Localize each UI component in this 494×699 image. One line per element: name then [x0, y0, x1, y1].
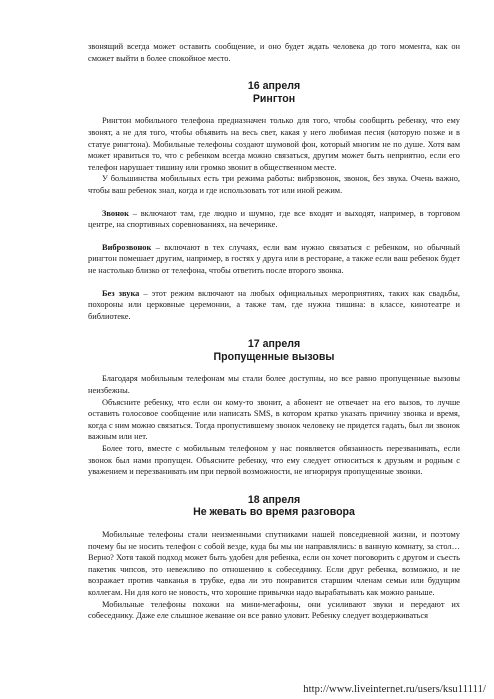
spacer	[88, 231, 460, 242]
term-text: – этот режим включают на любых официальных мероприятиях, таких как свадьбы, похороны или церковные церемонии, а также там, где нужна тишина: в классе, кинотеатре и библиотеке.	[88, 288, 461, 321]
paragraph: У большинства мобильных есть три режима работы: вибрзвонок, звонок, без звука. Очень важно, чтобы ваш ребенок знал, когда и где использовать тот или иной режим.	[88, 174, 460, 195]
section-heading-chewing	[88, 494, 460, 519]
spacer	[88, 277, 460, 288]
section-title: Рингтон	[252, 92, 296, 105]
intro-paragraph: звонящий всегда может оставить сообщение, и оно будет ждать человека до того момента, как он сможет выйти в более спокойное место.	[88, 42, 460, 63]
paragraph: Мобильные телефоны похожи на мини-мегафоны, они усиливают звуки и передают их собеседнику. Даже еле слышное жевание он все равно уловит. Ребенку следует воздерживаться	[88, 599, 460, 621]
section-title: Пропущенные вызовы	[213, 350, 335, 363]
paragraph: Рингтон мобильного телефона предназначен только для того, чтобы сообщить ребенку, что ему звонят, а не для того, чтобы объявить на весь свет, какая у него любимая песня (которую позже и в статуе рингтона). Мобильные телефоны создают шумовой фон, который многим не по душе. Хотя вам может нравиться то, что с ребенком всегда можно связаться, другим может быть неприятно, если его телефон нарушает тишину или громко звонит в общественном месте.	[88, 116, 460, 172]
term-text: – включают там, где людно и шумно, где все входят и выходят, например, в торговом центре, на спортивных соревнованиях, на вечеринке.	[88, 208, 460, 230]
paragraph-term	[88, 208, 460, 231]
paragraph: Мобильные телефоны стали неизменными спутниками нашей повседневной жизни, и поэтому почему бы не носить телефон с собой везде, куда бы мы ни направлялись: в ванную комнату, за стол… Верно? Хотя такой подход может быть удобен для ребенка, если он хочет поговорить с другом и съесть пакетик чипсов, это невежливо по отношению к собеседнику. Если друг ребенка, возможно, и не возражает против чавканья в трубке, едва ли это понравится старшим членам семьи или будущим коллегам. Ни для кого не новость, что хорошие привычки надо вырабатывать как можно раньше.	[88, 530, 460, 597]
spacer	[88, 197, 460, 208]
section-title: Не жевать во время разговора	[193, 506, 355, 519]
paragraph: Благодаря мобильным телефонам мы стали более доступны, но все равно пропущенные вызовы неизбежны.	[88, 374, 460, 396]
section-date: 16 апреля	[247, 80, 301, 93]
paragraph: Объясните ребенку, что если он кому-то звонит, а абонент не отвечает на его вызов, то лучше оставить голосовое сообщение или написать SMS, в котором кратко указать причину звонка и время, когда с ним можно связаться. Тогда пропустившему звонок человеку не придется гадать, был ли звонок важным или нет.	[88, 397, 460, 442]
section-heading-missed	[88, 338, 460, 363]
page-content	[88, 41, 460, 622]
section-heading-ringtone	[88, 80, 460, 105]
section-date: 17 апреля	[247, 338, 301, 351]
paragraph: Более того, вместе с мобильным телефоном у нас появляется обязанность перезванивать, если звонок был нами пропущен. Объясните ребенку, что ему следует относиться к друзьям и родным с уважением и перезванивать им при первой возможности, не игнорируя пропущенные звонки.	[88, 444, 460, 477]
paragraph-term	[88, 288, 460, 323]
term-label: Без звука	[102, 288, 140, 298]
term-label: Виброзвонок	[102, 242, 152, 252]
section-date: 18 апреля	[247, 493, 301, 506]
term-text: – включают в тех случаях, если вам нужно связаться с ребенком, но обычный рингтон помешает другим, например, в гостях у друга или в ресторане, а также если ваш ребенок будет не настолько близко от телефона, чтобы ответить после второго звонка.	[88, 242, 460, 275]
paragraph-term	[88, 242, 460, 277]
source-watermark: http://www.liveinternet.ru/users/ksu11111/	[303, 684, 486, 696]
term-label: Звонок	[102, 208, 129, 218]
